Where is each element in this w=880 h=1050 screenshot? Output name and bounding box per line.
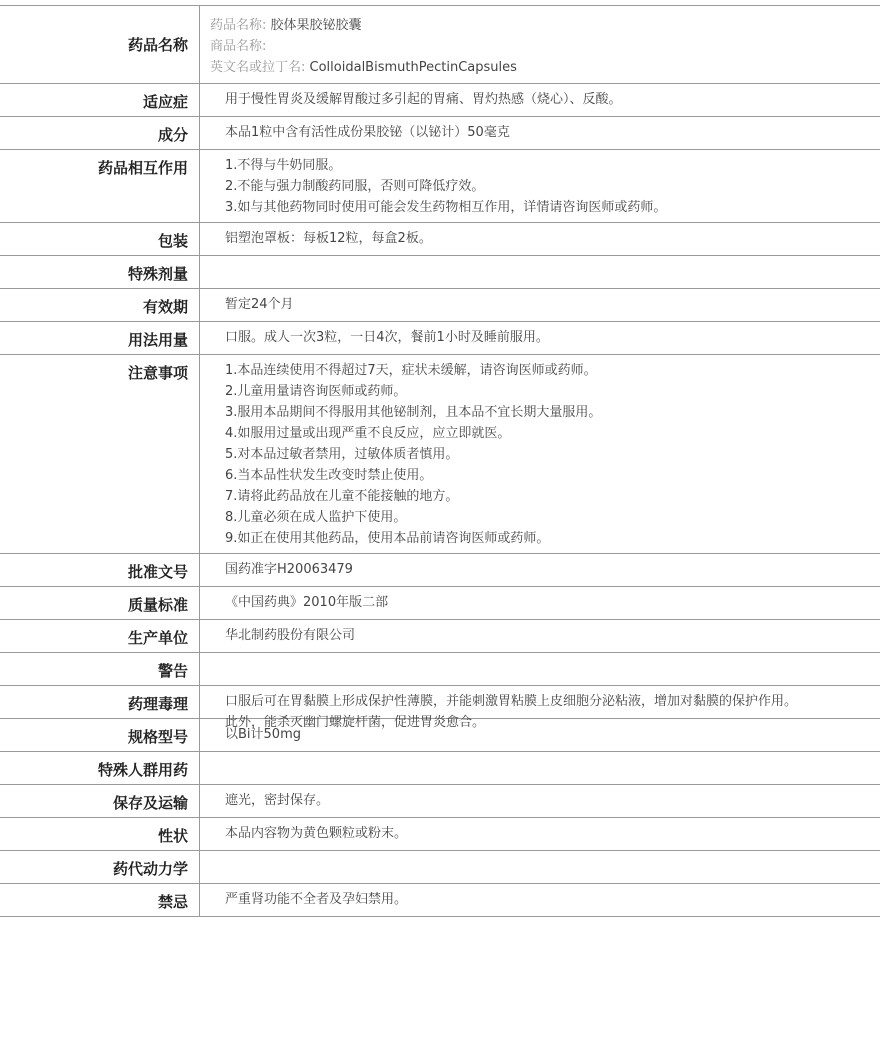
row-value: [200, 719, 880, 751]
row-value: [200, 785, 880, 817]
row-value-line: 7.请将此药品放在儿童不能接触的地方。: [225, 489, 459, 504]
row-value-line: 2.儿童用量请咨询医师或药师。: [225, 384, 407, 399]
row-label-text: 药理毒理: [127, 695, 188, 713]
row-value-line: 遮光，密封保存。: [225, 793, 330, 808]
row-label-text: 质量标准: [127, 596, 188, 614]
row-label-text: 规格型号: [127, 728, 188, 746]
row-value-line: 2.不能与强力制酸药同服，否则可降低疗效。: [225, 179, 485, 194]
drug-name-value: [200, 6, 880, 83]
row-value-line: 1.本品连续使用不得超过7天，症状未缓解，请咨询医师或药师。: [225, 363, 597, 378]
generic-name-key: 药品名称:: [210, 18, 267, 33]
table-row: [0, 818, 880, 851]
row-label-text: 特殊剂量: [127, 265, 188, 283]
english-name-key: 英文名或拉丁名:: [210, 60, 306, 75]
row-value: [200, 150, 880, 222]
row-label: [0, 653, 200, 685]
row-label: [0, 223, 200, 255]
row-value: [200, 322, 880, 354]
row-label-text: 警告: [157, 662, 188, 680]
table-row: [0, 884, 880, 917]
english-name-value: ColloidalBismuthPectinCapsules: [309, 60, 517, 75]
row-label-text: 特殊人群用药: [97, 761, 188, 779]
row-label-text: 性状: [157, 827, 188, 845]
row-label: [0, 587, 200, 619]
table-row: [0, 150, 880, 223]
row-label-text: 成分: [157, 126, 188, 144]
table-row: [0, 223, 880, 256]
trade-name-key: 商品名称:: [210, 39, 267, 54]
row-value-line: 本品内容物为黄色颗粒或粉末。: [225, 826, 408, 841]
row-value-line: 3.如与其他药物同时使用可能会发生药物相互作用，详情请咨询医师或药师。: [225, 200, 667, 215]
row-value: [200, 256, 880, 288]
row-label-text: 药品相互作用: [97, 159, 188, 177]
row-label: [0, 785, 200, 817]
table-row: [0, 117, 880, 150]
row-value: [200, 223, 880, 255]
row-value-line: 暂定24个月: [225, 297, 294, 312]
row-value: [200, 355, 880, 553]
row-label-text: 注意事项: [127, 364, 188, 382]
row-label: [0, 84, 200, 116]
row-value-line: 口服。成人一次3粒，一日4次，餐前1小时及睡前服用。: [225, 330, 549, 345]
row-label: [0, 256, 200, 288]
table-row: [0, 256, 880, 289]
row-value-line: 铝塑泡罩板：每板12粒，每盒2板。: [225, 231, 432, 246]
row-value-line: 用于慢性胃炎及缓解胃酸过多引起的胃痛、胃灼热感（烧心）、反酸。: [225, 92, 622, 107]
row-label-text: 用法用量: [127, 331, 188, 349]
row-value: [200, 117, 880, 149]
row-label: [0, 289, 200, 321]
row-label-text: 药代动力学: [112, 860, 188, 878]
row-label: [0, 117, 200, 149]
row-label: [0, 884, 200, 916]
table-row: [0, 587, 880, 620]
row-value: [200, 84, 880, 116]
table-row: [0, 84, 880, 117]
table-row: [0, 289, 880, 322]
drug-name-label: 药品名称: [127, 36, 188, 54]
row-value-line: 口服后可在胃黏膜上形成保护性薄膜，并能刺激胃粘膜上皮细胞分泌粘液，增加对黏膜的保护作用。此外，能杀灭幽门螺旋杆菌，促进胃炎愈合。: [225, 694, 798, 730]
table-row: [0, 322, 880, 355]
row-label: [0, 322, 200, 354]
row-label: [0, 355, 200, 553]
table-row: [0, 653, 880, 686]
row-value-line: 《中国药典》2010年版二部: [225, 595, 389, 610]
row-value: [200, 587, 880, 619]
row-value-line: 3.服用本品期间不得服用其他铋制剂，且本品不宜长期大量服用。: [225, 405, 602, 420]
table-row: [0, 785, 880, 818]
row-value-line: 4.如服用过量或出现严重不良反应，应立即就医。: [225, 426, 511, 441]
row-value-line: 1.不得与牛奶同服。: [225, 158, 342, 173]
row-drug-name: [0, 6, 880, 84]
row-value-line: 9.如正在使用其他药品，使用本品前请咨询医师或药师。: [225, 531, 550, 546]
row-label-text: 包装: [157, 232, 188, 250]
row-value: [200, 620, 880, 652]
row-value-line: 6.当本品性状发生改变时禁止使用。: [225, 468, 433, 483]
row-label-text: 保存及运输: [112, 794, 188, 812]
row-value: [200, 752, 880, 784]
row-label-text: 批准文号: [127, 563, 188, 581]
drug-info-table: [0, 5, 880, 917]
table-row: [0, 554, 880, 587]
row-value: [200, 884, 880, 916]
row-value-line: 8.儿童必须在成人监护下使用。: [225, 510, 407, 525]
row-value-line: 以Bi计50mg: [225, 727, 301, 742]
row-label-text: 禁忌: [157, 893, 188, 911]
row-value: [200, 554, 880, 586]
table-row: [0, 355, 880, 554]
table-row: [0, 719, 880, 752]
row-label: [0, 719, 200, 751]
row-value-line: 国药准字H20063479: [225, 562, 353, 577]
row-label-text: 有效期: [142, 298, 188, 316]
row-label: [0, 620, 200, 652]
row-label: [0, 6, 200, 83]
row-label: [0, 686, 200, 718]
row-value-line: 严重肾功能不全者及孕妇禁用。: [225, 892, 408, 907]
row-label: [0, 554, 200, 586]
table-row: [0, 752, 880, 785]
row-value: [200, 289, 880, 321]
row-value: [200, 686, 880, 730]
table-row: [0, 686, 880, 730]
row-label-text: 适应症: [142, 93, 188, 111]
row-label: [0, 752, 200, 784]
row-value: [200, 818, 880, 850]
row-value-line: 华北制药股份有限公司: [225, 628, 356, 643]
row-value: [200, 851, 880, 883]
row-value-line: 本品1粒中含有活性成份果胶铋（以铋计）50毫克: [225, 125, 510, 140]
generic-name-value: 胶体果胶铋胶囊: [270, 18, 362, 33]
row-value: [200, 653, 880, 685]
row-label-text: 生产单位: [127, 629, 188, 647]
row-label: [0, 818, 200, 850]
table-row: [0, 851, 880, 884]
table-row: [0, 620, 880, 653]
row-label: [0, 150, 200, 222]
row-value-line: 5.对本品过敏者禁用，过敏体质者慎用。: [225, 447, 459, 462]
row-label: [0, 851, 200, 883]
